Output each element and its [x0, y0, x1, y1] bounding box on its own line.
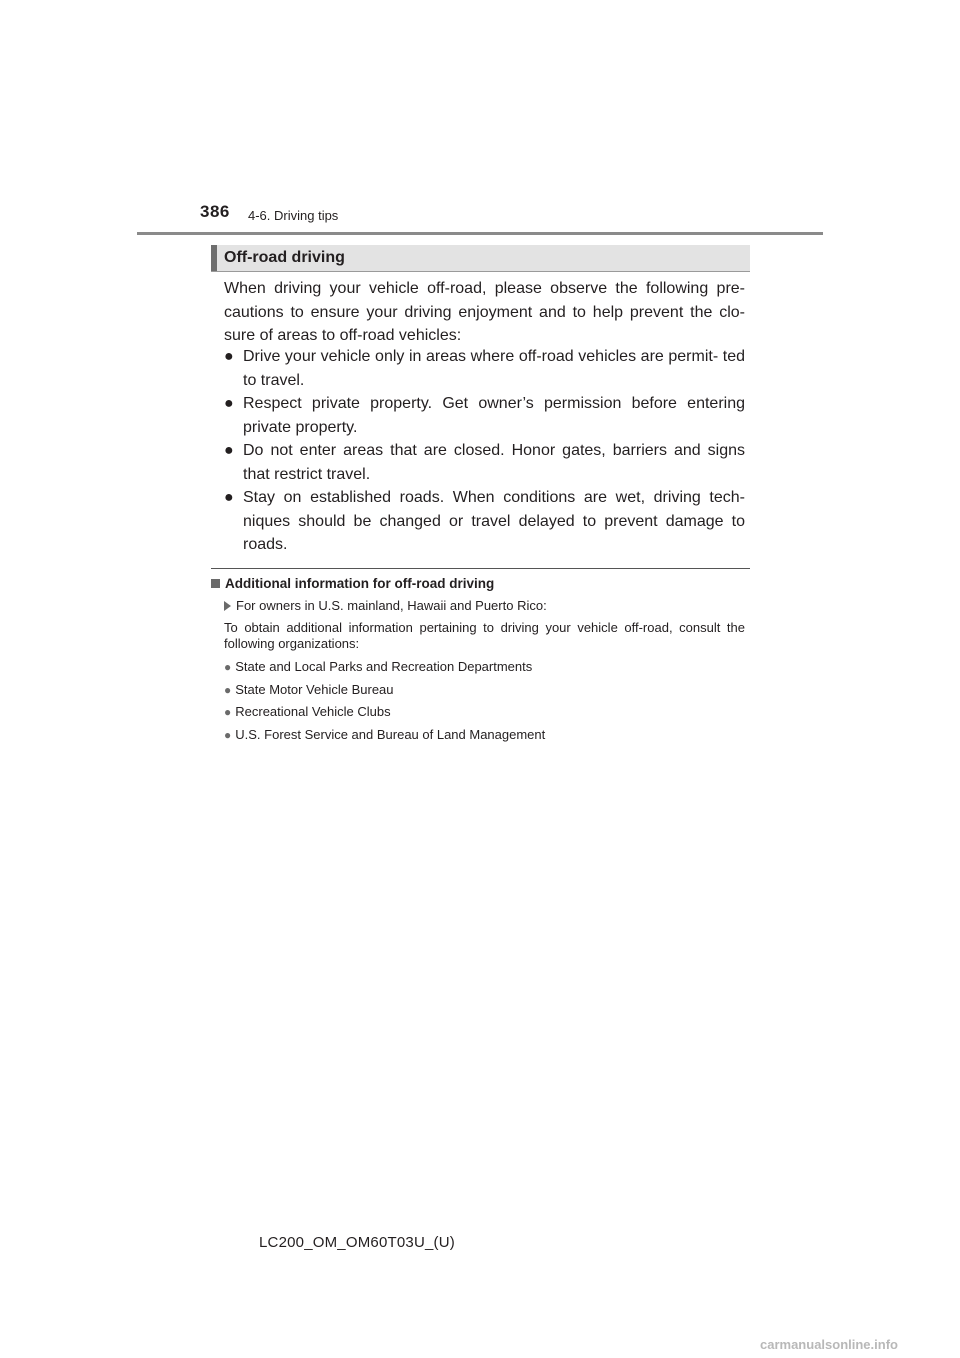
list-item-text: State and Local Parks and Recreation Departments: [235, 659, 533, 674]
bullet-icon: ●: [224, 348, 234, 365]
page-number: 386: [200, 202, 230, 221]
note-subheading-text: For owners in U.S. mainland, Hawaii and Puerto Rico:: [236, 598, 547, 613]
bullet-icon: ●: [224, 682, 232, 697]
note-subheading: [224, 598, 547, 613]
document-code: LC200_OM_OM60T03U_(U): [259, 1234, 455, 1251]
header-rule: [137, 232, 823, 235]
list-item: [224, 727, 745, 743]
note-paragraph: To obtain additional information pertaining to driving your vehicle off-road, consult the following organizations:: [224, 620, 745, 651]
note-heading: [211, 576, 494, 591]
square-bullet-icon: [211, 579, 220, 588]
list-item: [224, 486, 745, 557]
list-item: [224, 392, 745, 439]
list-item-text: U.S. Forest Service and Bureau of Land Management: [235, 727, 546, 743]
title-accent: [211, 245, 217, 271]
bullet-icon: ●: [224, 489, 234, 506]
section-title-bar: [211, 245, 750, 272]
watermark: carmanualsonline.info: [760, 1337, 898, 1352]
bullet-icon: ●: [224, 705, 232, 720]
bullet-icon: ●: [224, 728, 232, 743]
precaution-list: [224, 345, 745, 557]
list-item-text: Drive your vehicle only in areas where off-road vehicles are permit- ted to travel.: [243, 348, 745, 389]
organization-list: [224, 659, 745, 750]
list-item: [224, 439, 745, 486]
list-item-text: Do not enter areas that are closed. Honor gates, barriers and signs that restrict travel.: [243, 442, 745, 483]
intro-paragraph: When driving your vehicle off-road, please observe the following pre- cautions to ensure your driving enjoyment and to help prevent the clo- sure of areas to off-road vehicles:: [224, 280, 745, 344]
list-item: [224, 704, 745, 720]
list-item-text: Respect private property. Get owner’s permission before entering private property.: [243, 395, 745, 436]
section-label: 4-6. Driving tips: [248, 208, 339, 223]
note-heading-text: Additional information for off-road driving: [225, 576, 495, 591]
list-item-text: State Motor Vehicle Bureau: [235, 681, 394, 697]
list-item-text: Stay on established roads. When conditions are wet, driving tech- niques should be changed or travel delayed to prevent damage to roads.: [243, 489, 745, 553]
list-item: [224, 659, 745, 675]
list-item-text: Recreational Vehicle Clubs: [235, 704, 391, 720]
triangle-right-icon: [224, 601, 231, 611]
bullet-icon: ●: [224, 442, 234, 459]
bullet-icon: ●: [224, 660, 232, 674]
section-title: Off-road driving: [224, 249, 345, 266]
list-item: [224, 345, 745, 392]
bullet-icon: ●: [224, 395, 234, 412]
list-item: [224, 682, 745, 698]
section-divider: [211, 568, 750, 569]
